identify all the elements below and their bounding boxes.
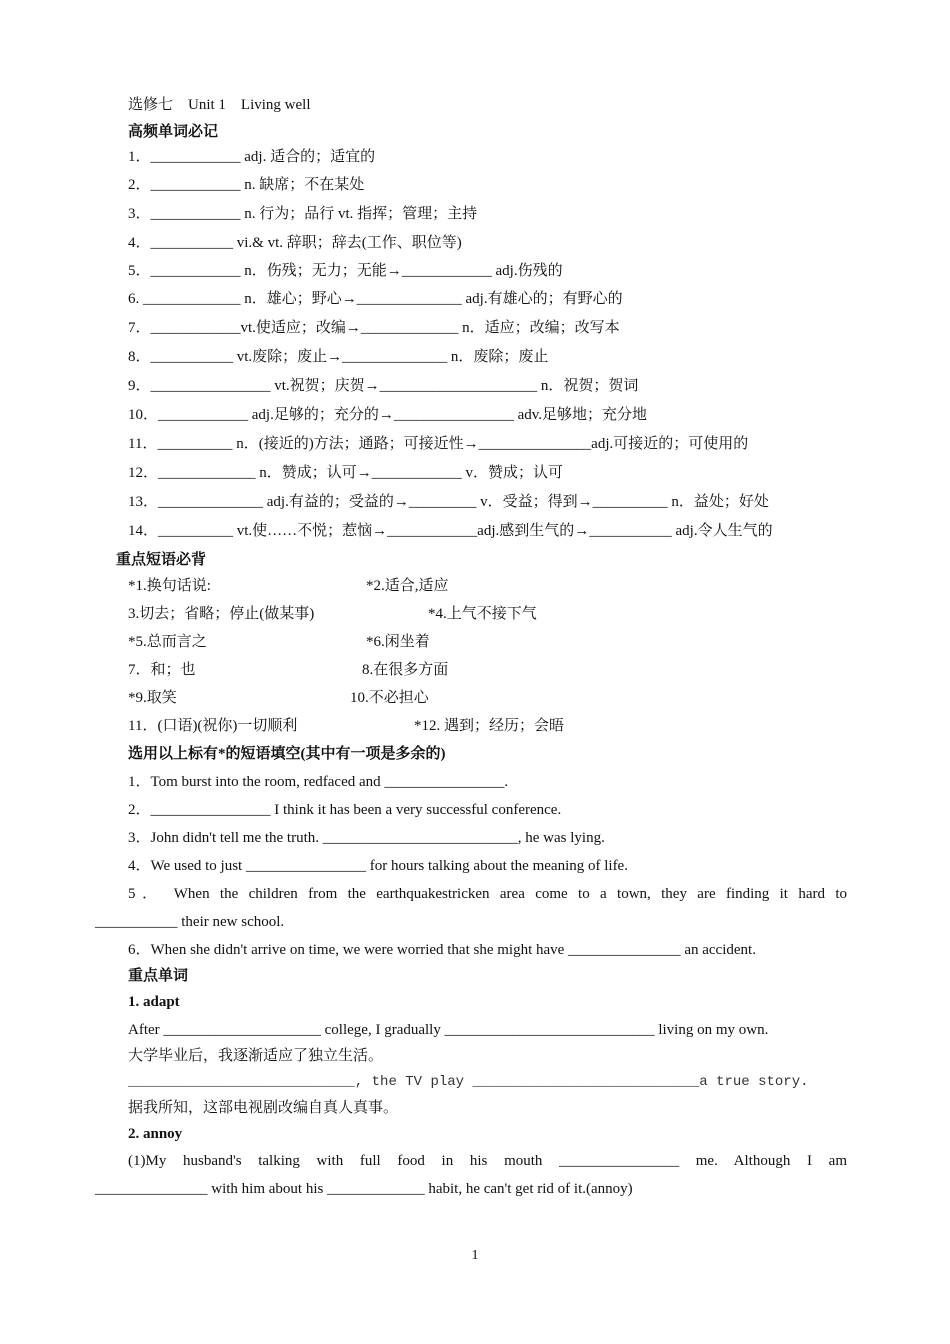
phrase-item: *12. 遇到；经历；会晤: [414, 718, 565, 734]
fill-item: 3．John didn't tell me the truth. __________________________, he was lying.: [128, 830, 605, 846]
example-translation: 据我所知，这部电视剧改编自真人真事。: [128, 1100, 399, 1116]
example-translation: 大学毕业后，我逐渐适应了独立生活。: [128, 1048, 384, 1064]
phrase-item: *5.总而言之: [128, 634, 207, 650]
example-sentence: (1)My husband's talking with full food in his mouth ________________ me. Although I am: [128, 1153, 847, 1169]
phrase-item: *6.闲坐着: [366, 634, 430, 650]
vocab-item: 4．___________ vi.& vt. 辞职；辞去(工作、职位等): [128, 235, 462, 251]
page-title: 选修七 Unit 1 Living well: [128, 97, 311, 113]
key-word-title: 2. annoy: [128, 1126, 183, 1142]
section-key-words-heading: 重点单词: [128, 968, 189, 984]
phrase-item: *2.适合,适应: [366, 578, 449, 594]
vocab-item: 1．____________ adj. 适合的；适宜的: [128, 149, 376, 165]
fill-item-continued: ___________ their new school.: [95, 914, 285, 930]
vocab-item: 3．____________ n. 行为；品行 vt. 指挥；管理；主持: [128, 206, 478, 222]
example-sentence: ___________________________, the TV play ___________________________a true story.: [128, 1074, 809, 1090]
vocab-item: 12．_____________ n．赞成；认可→____________ v．赞成；认可: [128, 465, 564, 481]
phrase-item: 10.不必担心: [350, 690, 429, 706]
vocab-item: 14．__________ vt.使……不悦；惹恼→____________adj.感到生气的→___________ adj.令人生气的: [128, 523, 773, 539]
phrase-item: *1.换句话说:: [128, 578, 211, 594]
vocab-item: 10．____________ adj.足够的；充分的→________________ adv.足够地；充分地: [128, 407, 648, 423]
vocab-item: 6. _____________ n．雄心；野心→______________ adj.有雄心的；有野心的: [128, 291, 623, 307]
fill-item: 2．________________ I think it has been a very successful conference.: [128, 802, 562, 818]
vocab-item: 7．____________vt.使适应；改编→_____________ n．适应；改编；改写本: [128, 320, 620, 336]
vocab-item: 8．___________ vt.废除；废止→______________ n．废除；废止: [128, 349, 549, 365]
section-phrases-heading: 重点短语必背: [116, 552, 207, 568]
example-sentence: After _____________________ college, I gradually ____________________________ living on my own.: [128, 1022, 769, 1038]
phrase-item: 11．(口语)(祝你)一切顺利: [128, 718, 298, 734]
phrase-item: 8.在很多方面: [362, 662, 449, 678]
phrase-item: 3.切去；省略；停止(做某事): [128, 606, 315, 622]
example-sentence-continued: _______________ with him about his _____________ habit, he can't get rid of it.(annoy): [95, 1181, 633, 1197]
section-fill-heading: 选用以上标有*的短语填空(其中有一项是多余的): [128, 746, 446, 762]
vocab-item: 5．____________ n．伤残；无力；无能→____________ adj.伤残的: [128, 263, 563, 279]
phrase-item: *9.取笑: [128, 690, 177, 706]
fill-item: 1．Tom burst into the room, redfaced and ________________.: [128, 774, 509, 790]
vocab-item: 9．________________ vt.祝贺；庆贺→_____________________ n．祝贺；贺词: [128, 378, 639, 394]
fill-item: 6．When she didn't arrive on time, we were worried that she might have _______________ an accident.: [128, 942, 756, 958]
page-number: 1: [471, 1248, 479, 1263]
phrase-item: 7．和；也: [128, 662, 196, 678]
vocab-item: 11．__________ n．(接近的)方法；通路；可接近性→_______________adj.可接近的；可使用的: [128, 436, 749, 452]
fill-item: 4．We used to just ________________ for hours talking about the meaning of life.: [128, 858, 628, 874]
key-word-title: 1. adapt: [128, 994, 180, 1010]
vocab-item: 13．______________ adj.有益的；受益的→_________ v．受益；得到→__________ n．益处；好处: [128, 494, 769, 510]
section-vocab-heading: 高频单词必记: [128, 124, 219, 140]
vocab-item: 2．____________ n. 缺席；不在某处: [128, 177, 365, 193]
phrase-item: *4.上气不接下气: [428, 606, 537, 622]
fill-item: 5． When the children from the earthquakestricken area come to a town, they are finding it hard to: [128, 886, 847, 902]
